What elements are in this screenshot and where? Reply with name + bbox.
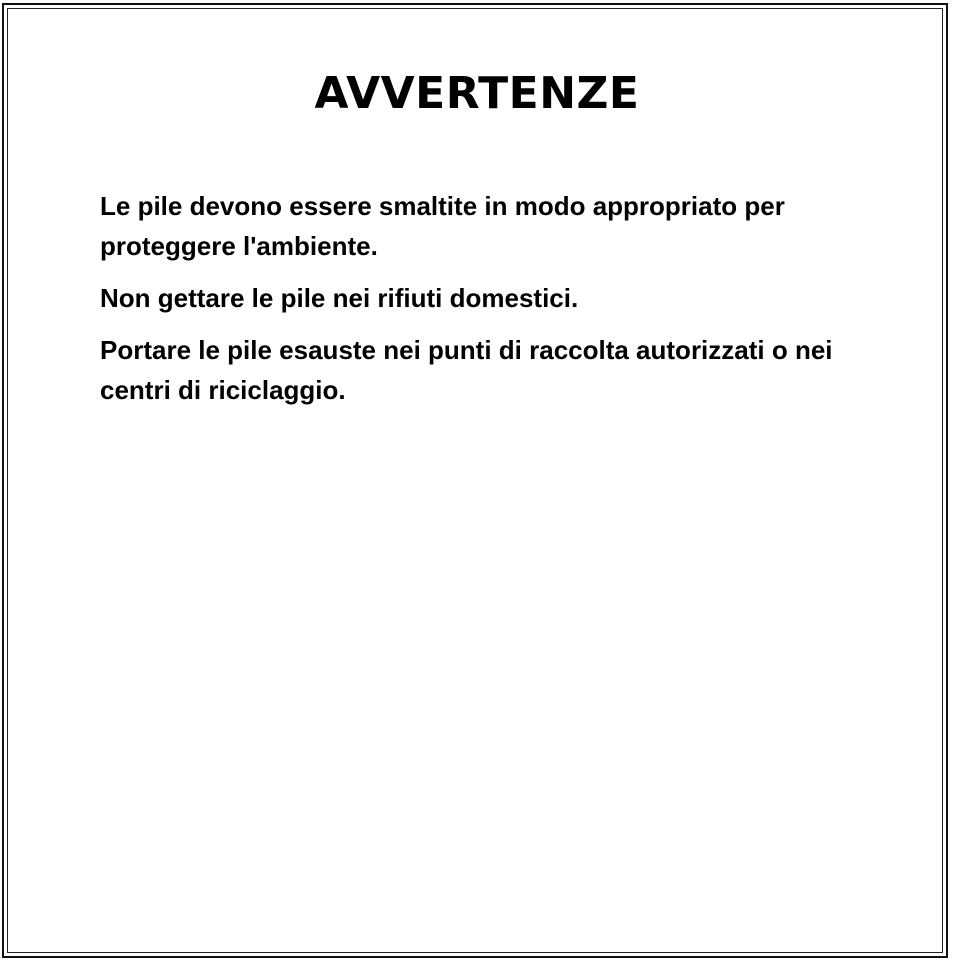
- page-title: AVVERTENZE: [314, 68, 640, 119]
- warning-paragraph-disposal: Le pile devono essere smaltite in modo appropriato per proteggere l'ambiente.: [100, 191, 785, 261]
- warning-paragraph-recycling: Portare le pile esauste nei punti di raccolta autorizzati o nei centri di riciclaggio.: [100, 335, 833, 405]
- warning-body: [100, 186, 860, 422]
- inner-border: [7, 8, 943, 953]
- warning-paragraph-household: Non gettare le pile nei rifiuti domestici.: [100, 283, 579, 313]
